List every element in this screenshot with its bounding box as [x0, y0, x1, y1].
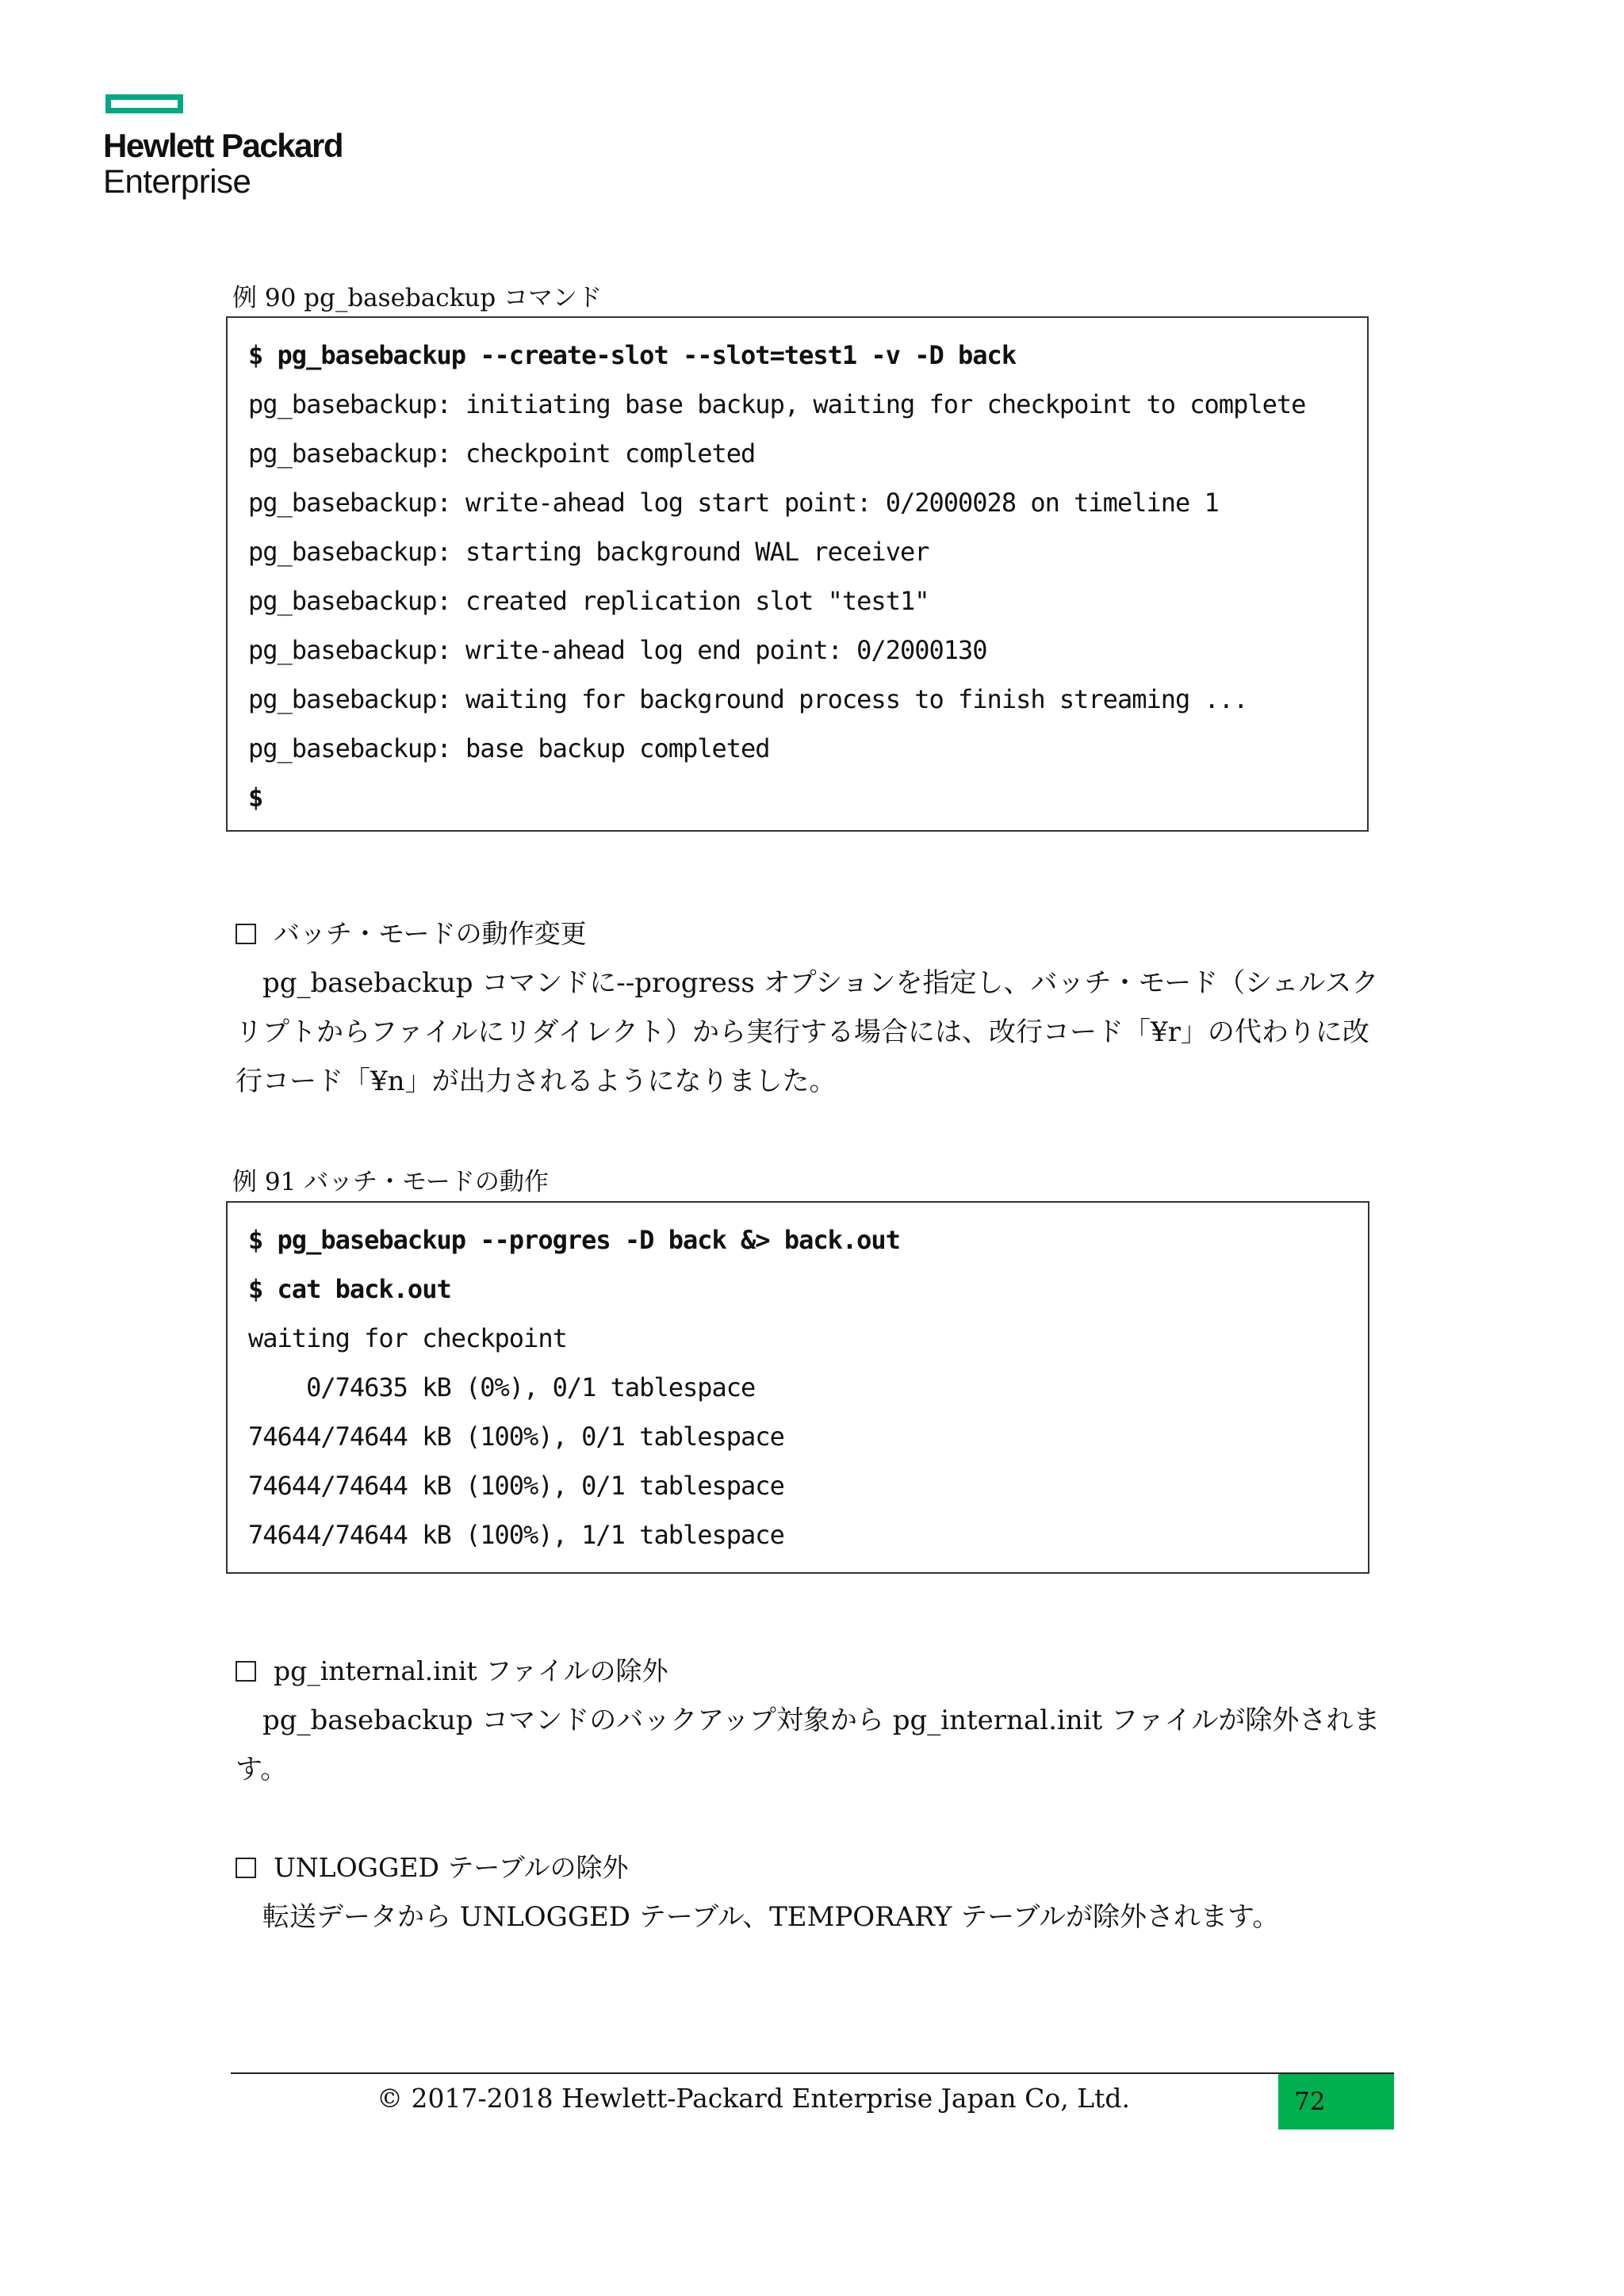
code-line: $ pg_basebackup --progres -D back &> back.out [248, 1225, 900, 1255]
footer-divider [231, 2072, 1394, 2074]
code-line: pg_basebackup: write-ahead log start point: 0/2000028 on timeline 1 [248, 488, 1219, 518]
section-heading-text: バッチ・モードの動作変更 [274, 918, 587, 949]
code-line: $ [248, 783, 263, 813]
section-heading-text: UNLOGGED テーブルの除外 [274, 1852, 629, 1883]
code-line: 74644/74644 kB (100%), 0/1 tablespace [248, 1471, 784, 1501]
page-number-badge: 72 [1278, 2074, 1394, 2130]
logo-company-name: Hewlett Packard [103, 127, 343, 164]
code-line: pg_basebackup: waiting for background process to finish streaming ... [248, 684, 1248, 714]
code-line: pg_basebackup: write-ahead log end point: 0/2000130 [248, 635, 987, 665]
section-body-batch-mode: pg_basebackup コマンドに--progress オプションを指定し、バッチ・モード（シェルスクリプトからファイルにリダイレクト）から実行する場合には、改行コード「¥r」の代わりに改行コード「¥n」が出力されるようになりました。 [236, 967, 1379, 1097]
checkbox-bullet-icon [236, 1858, 256, 1878]
example-90-caption: 例 90 pg_basebackup コマンド [232, 284, 603, 312]
code-line: pg_basebackup: created replication slot "test1" [248, 586, 929, 616]
code-line: waiting for checkpoint [248, 1323, 567, 1353]
code-line: pg_basebackup: base backup completed [248, 733, 770, 763]
section-heading-pg-internal [236, 1651, 668, 1688]
checkbox-bullet-icon [236, 924, 256, 944]
example-90-codeblock [226, 316, 1369, 832]
code-line: $ pg_basebackup --create-slot --slot=test1 -v -D back [248, 340, 1017, 370]
code-line: $ cat back.out [248, 1274, 451, 1304]
section-heading-unlogged [236, 1847, 628, 1885]
code-line: 74644/74644 kB (100%), 0/1 tablespace [248, 1422, 784, 1452]
example-91-codeblock [226, 1201, 1369, 1574]
footer-copyright: © 2017-2018 Hewlett-Packard Enterprise Japan Co, Ltd. [377, 2083, 1130, 2114]
code-line: pg_basebackup: initiating base backup, waiting for checkpoint to complete [248, 389, 1306, 419]
section-heading-batch-mode [236, 913, 587, 951]
example-91-caption: 例 91 バッチ・モードの動作 [232, 1168, 549, 1196]
code-line: 74644/74644 kB (100%), 1/1 tablespace [248, 1520, 784, 1550]
code-line: pg_basebackup: starting background WAL receiver [248, 537, 929, 567]
section-body-pg-internal: pg_basebackup コマンドのバックアップ対象から pg_internal.init ファイルが除外されます。 [236, 1705, 1381, 1785]
code-line: 0/74635 kB (0%), 0/1 tablespace [248, 1372, 756, 1402]
section-body-unlogged: 転送データから UNLOGGED テーブル、TEMPORARY テーブルが除外されます。 [262, 1901, 1280, 1933]
checkbox-bullet-icon [236, 1661, 256, 1682]
code-line: pg_basebackup: checkpoint completed [248, 438, 756, 469]
section-heading-text: pg_internal.init ファイルの除外 [274, 1655, 668, 1686]
logo-company-suffix: Enterprise [103, 163, 251, 200]
hpe-logo-bar-icon [105, 94, 183, 113]
